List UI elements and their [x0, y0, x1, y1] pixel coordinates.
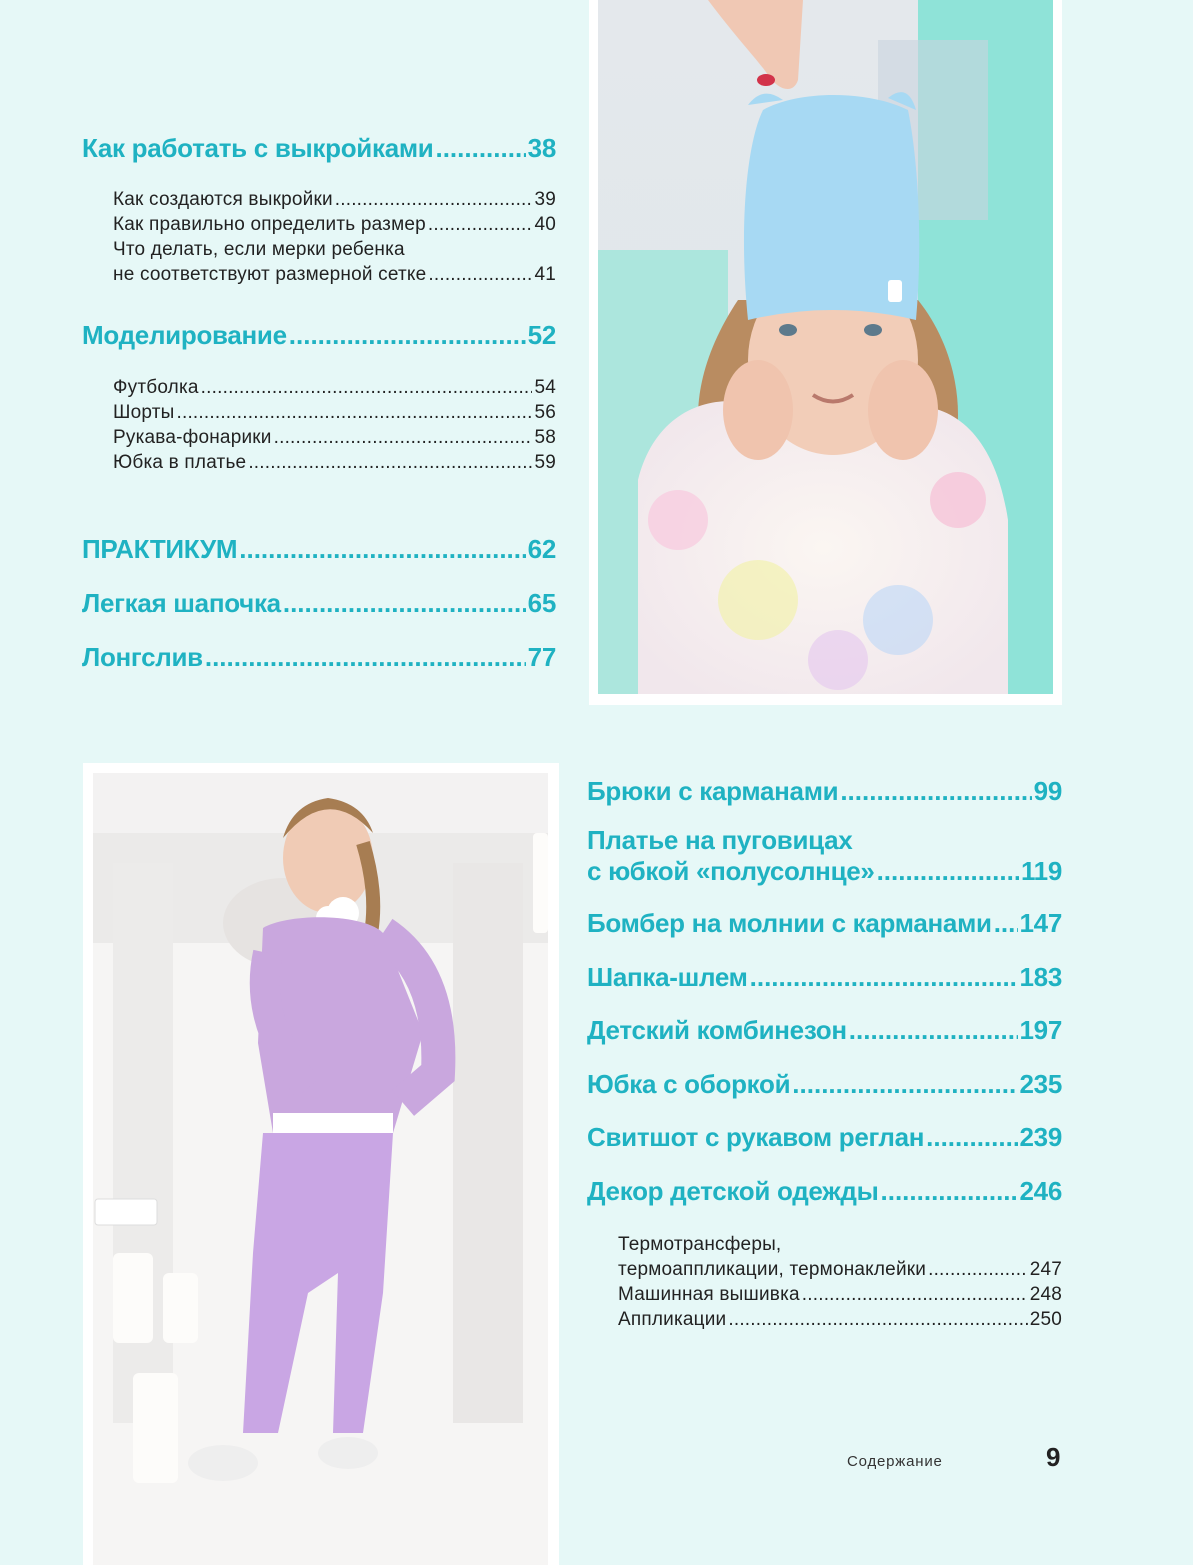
toc-entry-practicum[interactable] — [82, 534, 556, 565]
toc-entry-page: 62 — [527, 534, 556, 564]
toc-entry-page: 147 — [1019, 908, 1062, 938]
toc-entry-jumpsuit[interactable] — [587, 1015, 1062, 1046]
photo-girl-in-hat-illustration — [598, 0, 1053, 694]
dot-leader — [840, 776, 1031, 807]
toc-entry-title: Декор детской одежды — [587, 1176, 879, 1206]
page-number: 9 — [1046, 1442, 1061, 1472]
toc-subentry[interactable]: Рукава-фонарики ..... 58 — [113, 425, 556, 450]
toc-entry-title: Моделирование — [82, 320, 287, 350]
toc-entry-title: с юбкой «полусолнце» — [587, 856, 875, 886]
toc-entry-bomber[interactable] — [587, 908, 1062, 939]
toc-entry-title: Юбка с оборкой — [587, 1069, 791, 1099]
toc-entry-page: 52 — [527, 320, 556, 350]
photo-girl-in-hat — [598, 0, 1053, 694]
toc-entry-page: 197 — [1019, 1015, 1062, 1045]
toc-entry-title: Легкая шапочка — [82, 588, 281, 618]
dot-leader — [289, 320, 526, 351]
footer-section-label: Содержание — [847, 1453, 943, 1470]
dot-leader — [849, 1015, 1018, 1046]
toc-entry-page: 65 — [527, 588, 556, 618]
photo-girl-in-suit — [93, 773, 548, 1565]
toc-entry-frill-skirt[interactable] — [587, 1069, 1062, 1100]
dot-leader — [205, 642, 526, 673]
toc-entry-page: 239 — [1019, 1122, 1062, 1152]
toc-subentry-line: Термотрансферы, — [618, 1234, 782, 1255]
toc-sublist-patterns — [113, 187, 556, 287]
dot-leader — [435, 133, 525, 164]
toc-entry-title-line: Платье на пуговицах — [587, 825, 853, 855]
toc-entry-dress[interactable] — [587, 825, 1062, 887]
toc-entry-page: 119 — [1020, 856, 1062, 886]
toc-subentry-line: Что делать, если мерки ребенка — [113, 239, 405, 260]
toc-entry-title: Как работать с выкройками — [82, 133, 434, 163]
toc-entry-row — [587, 856, 1062, 887]
toc-entry-page: 77 — [527, 642, 556, 672]
toc-entry-page: 235 — [1019, 1069, 1062, 1099]
dot-leader — [994, 908, 1018, 939]
toc-entry-title: Детский комбинезон — [587, 1015, 847, 1045]
dot-leader — [750, 962, 1018, 993]
toc-sublist-modeling — [113, 375, 556, 475]
dot-leader — [881, 1176, 1018, 1207]
toc-entry-raglan-sweatshirt[interactable] — [587, 1122, 1062, 1153]
toc-entry-patterns[interactable] — [82, 133, 556, 164]
toc-entry-longsleeve[interactable] — [82, 642, 556, 673]
toc-entry-title: Брюки с карманами — [587, 776, 839, 806]
toc-entry-page: 99 — [1033, 776, 1062, 806]
toc-subentry[interactable]: Футболка ..... 54 — [113, 375, 556, 400]
toc-subentry[interactable]: Аппликации ..... 250 — [618, 1307, 1062, 1332]
dot-leader — [926, 1122, 1017, 1153]
toc-entry-title: ПРАКТИКУМ — [82, 534, 238, 564]
dot-leader — [239, 534, 525, 565]
toc-subentry[interactable]: не соответствуют размерной сетке ..... 41 — [113, 262, 556, 287]
toc-entry-helmet-hat[interactable] — [587, 962, 1062, 993]
toc-subentry[interactable]: Шорты ..... 56 — [113, 400, 556, 425]
dot-leader — [792, 1069, 1017, 1100]
toc-entry-title: Лонгслив — [82, 642, 203, 672]
toc-entry-title: Бомбер на молнии с карманами — [587, 908, 992, 938]
toc-entry-light-hat[interactable] — [82, 588, 556, 619]
toc-subentry[interactable]: термоаппликации, термонаклейки ..... 247 — [618, 1257, 1062, 1282]
toc-entry-title: Шапка-шлем — [587, 962, 748, 992]
toc-entry-page: 246 — [1019, 1176, 1062, 1206]
toc-sublist-decor — [618, 1232, 1062, 1332]
toc-entry-modeling[interactable] — [82, 320, 556, 351]
toc-entry-decor[interactable] — [587, 1176, 1062, 1207]
toc-entry-title: Свитшот с рукавом реглан — [587, 1122, 925, 1152]
toc-subentry[interactable]: Машинная вышивка ..... 248 — [618, 1282, 1062, 1307]
dot-leader — [877, 856, 1019, 887]
toc-subentry[interactable]: Юбка в платье ..... 59 — [113, 450, 556, 475]
toc-entry-pants[interactable] — [587, 776, 1062, 807]
toc-entry-page: 38 — [527, 133, 556, 163]
dot-leader — [283, 588, 526, 619]
toc-subentry[interactable]: Как создаются выкройки ..... 39 — [113, 187, 556, 212]
toc-subentry[interactable]: Как правильно определить размер ..... 40 — [113, 212, 556, 237]
photo-girl-in-suit-illustration — [93, 773, 548, 1565]
toc-entry-page: 183 — [1019, 962, 1062, 992]
